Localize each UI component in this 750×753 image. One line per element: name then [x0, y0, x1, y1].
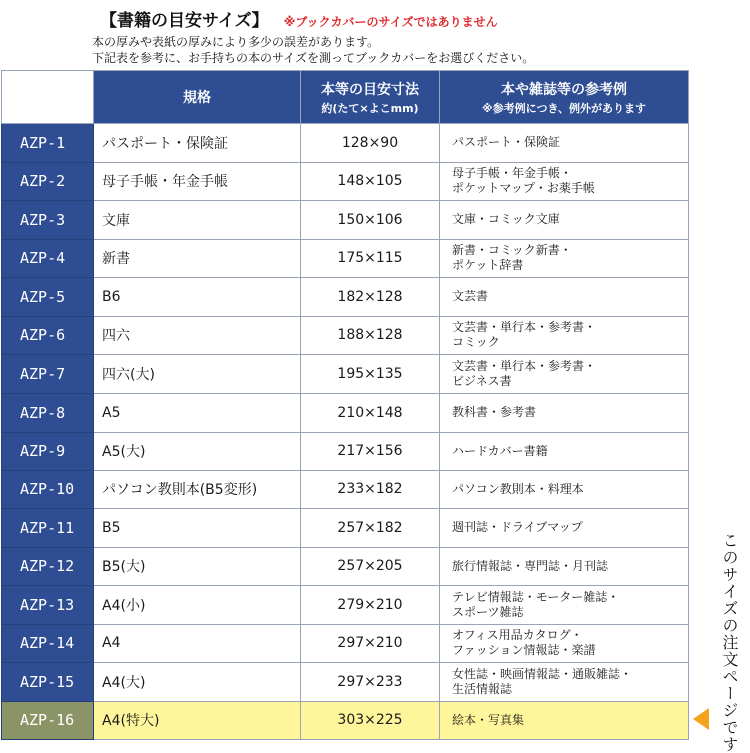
- description-line-1: 本の厚みや表紙の厚みにより多少の誤差があります。: [92, 35, 380, 49]
- row-example-line-1: 文芸書・単行本・参考書・: [452, 320, 597, 335]
- row-example-line-1: 教科書・参考書: [452, 405, 537, 419]
- row-spec: B6: [94, 278, 301, 317]
- row-example: [440, 663, 689, 702]
- row-example-line-1: 絵本・写真集: [452, 712, 525, 727]
- row-dimensions: 297×233: [301, 663, 440, 702]
- row-example-line-2: ファッション情報誌・楽譜: [452, 643, 596, 658]
- row-dimensions: 297×210: [301, 624, 440, 663]
- row-example-line-1: 母子手帳・年金手帳・: [452, 166, 573, 181]
- row-code: AZP-8: [2, 393, 94, 432]
- table-row: [2, 547, 689, 586]
- table-row: [2, 509, 689, 548]
- row-dimensions: 217×156: [301, 432, 440, 470]
- row-code: AZP-9: [2, 432, 94, 470]
- row-example-line-1: 文庫・コミック文庫: [452, 212, 560, 227]
- table-row: [2, 316, 689, 355]
- row-dimensions: 257×205: [301, 547, 440, 586]
- header-size-sub: 約(たて×よこmm): [321, 101, 419, 115]
- table-row: [2, 201, 689, 240]
- row-dimensions: 150×106: [301, 201, 440, 240]
- row-spec: A4(小): [94, 586, 301, 625]
- row-dimensions: 128×90: [301, 124, 440, 163]
- table-row: [2, 470, 689, 509]
- row-dimensions: 182×128: [301, 278, 440, 317]
- row-example: [440, 547, 689, 586]
- row-example: [440, 316, 689, 355]
- row-example-line-1: 新書・コミック新書・: [452, 243, 572, 258]
- table-row: [2, 278, 689, 317]
- row-example: [440, 432, 689, 470]
- header-corner-cell: [2, 71, 94, 124]
- table-row: [2, 239, 689, 278]
- row-example-line-1: オフィス用品カタログ・: [452, 628, 583, 643]
- header-size: [301, 71, 440, 124]
- table-row: [2, 355, 689, 394]
- row-spec: B5(大): [94, 547, 301, 586]
- order-page-label: このサイズの注文ページです: [720, 532, 739, 753]
- description-line-2: 下記表を参考に、お手持ちの本のサイズを測ってブックカバーをお選びください。: [92, 51, 535, 65]
- table-row: [2, 701, 689, 740]
- warning-note: ※ブックカバーのサイズではありません: [283, 15, 498, 29]
- row-spec: 文庫: [94, 201, 301, 240]
- row-code: AZP-2: [2, 162, 94, 201]
- row-example-line-2: 生活情報誌: [452, 681, 513, 696]
- row-example: [440, 239, 689, 278]
- table-row: [2, 432, 689, 470]
- page-heading: [100, 6, 498, 30]
- row-dimensions: 188×128: [301, 316, 440, 355]
- row-spec: A4(特大): [94, 701, 301, 740]
- row-spec: 新書: [94, 239, 301, 278]
- header-example: [440, 71, 689, 124]
- header-size-main: 本等の目安寸法: [321, 81, 419, 98]
- row-spec: パソコン教則本(B5変形): [94, 470, 301, 509]
- row-example: [440, 509, 689, 548]
- row-code: AZP-16: [2, 701, 94, 740]
- row-spec: パスポート・保険証: [94, 124, 301, 163]
- table-row: [2, 586, 689, 625]
- row-example: [440, 162, 689, 201]
- row-example: [440, 355, 689, 394]
- row-example-line-1: 週刊誌・ドライブマップ: [452, 520, 583, 535]
- row-example-line-1: ハードカバー書籍: [452, 443, 548, 458]
- row-dimensions: 303×225: [301, 701, 440, 740]
- table-row: [2, 162, 689, 201]
- row-example-line-2: コミック: [452, 335, 500, 350]
- row-example: [440, 624, 689, 663]
- row-dimensions: 257×182: [301, 509, 440, 548]
- row-example: [440, 201, 689, 240]
- row-dimensions: 175×115: [301, 239, 440, 278]
- order-page-link[interactable]: [688, 520, 750, 753]
- row-example-line-1: 文芸書: [452, 289, 489, 304]
- row-dimensions: 210×148: [301, 393, 440, 432]
- header-spec: 規格: [94, 71, 301, 124]
- row-dimensions: 279×210: [301, 586, 440, 625]
- table-row: [2, 624, 689, 663]
- row-example-line-2: スポーツ雑誌: [452, 604, 524, 619]
- row-example-line-1: 女性誌・映画情報誌・通販雑誌・: [452, 666, 633, 681]
- row-code: AZP-10: [2, 470, 94, 509]
- page-title: 【書籍の目安サイズ】: [100, 11, 269, 31]
- row-example-line-1: 旅行情報誌・専門誌・月刊誌: [452, 558, 609, 573]
- header-example-main: 本や雑誌等の参考例: [501, 81, 627, 98]
- row-example: [440, 470, 689, 509]
- row-example-line-1: パスポート・保険証: [452, 135, 561, 150]
- row-code: AZP-7: [2, 355, 94, 394]
- row-example-line-1: テレビ情報誌・モーター雑誌・: [452, 589, 620, 604]
- row-example-line-2: ポケットマップ・お薬手帳: [452, 181, 595, 196]
- row-example: [440, 701, 689, 740]
- row-dimensions: 233×182: [301, 470, 440, 509]
- row-spec: 四六: [94, 316, 301, 355]
- row-example: [440, 278, 689, 317]
- row-code: AZP-4: [2, 239, 94, 278]
- table-row: [2, 393, 689, 432]
- row-code: AZP-15: [2, 663, 94, 702]
- row-spec: A4: [94, 624, 301, 663]
- row-dimensions: 148×105: [301, 162, 440, 201]
- row-dimensions: 195×135: [301, 355, 440, 394]
- table-row: [2, 663, 689, 702]
- row-code: AZP-5: [2, 278, 94, 317]
- arrow-left-icon: [693, 708, 709, 730]
- row-example-line-1: 文芸書・単行本・参考書・: [452, 358, 597, 373]
- row-code: AZP-12: [2, 547, 94, 586]
- row-code: AZP-13: [2, 586, 94, 625]
- row-example-line-2: ポケット辞書: [452, 258, 524, 273]
- row-code: AZP-14: [2, 624, 94, 663]
- row-spec: A5: [94, 393, 301, 432]
- table-row: [2, 124, 689, 163]
- row-example: [440, 124, 689, 163]
- table-header-row: [2, 71, 689, 124]
- row-spec: A5(大): [94, 432, 301, 470]
- row-spec: 母子手帳・年金手帳: [94, 162, 301, 201]
- row-example-line-2: ビジネス書: [452, 373, 512, 388]
- row-example-line-1: パソコン教則本・料理本: [452, 481, 584, 496]
- header-example-sub: ※参考例につき、例外があります: [481, 101, 647, 115]
- row-example: [440, 586, 689, 625]
- row-code: AZP-11: [2, 509, 94, 548]
- row-code: AZP-6: [2, 316, 94, 355]
- row-example: [440, 393, 689, 432]
- row-code: AZP-3: [2, 201, 94, 240]
- row-spec: A4(大): [94, 663, 301, 702]
- book-size-table: [1, 70, 689, 740]
- row-code: AZP-1: [2, 124, 94, 163]
- row-spec: 四六(大): [94, 355, 301, 394]
- row-spec: B5: [94, 509, 301, 548]
- table-body: [2, 124, 689, 740]
